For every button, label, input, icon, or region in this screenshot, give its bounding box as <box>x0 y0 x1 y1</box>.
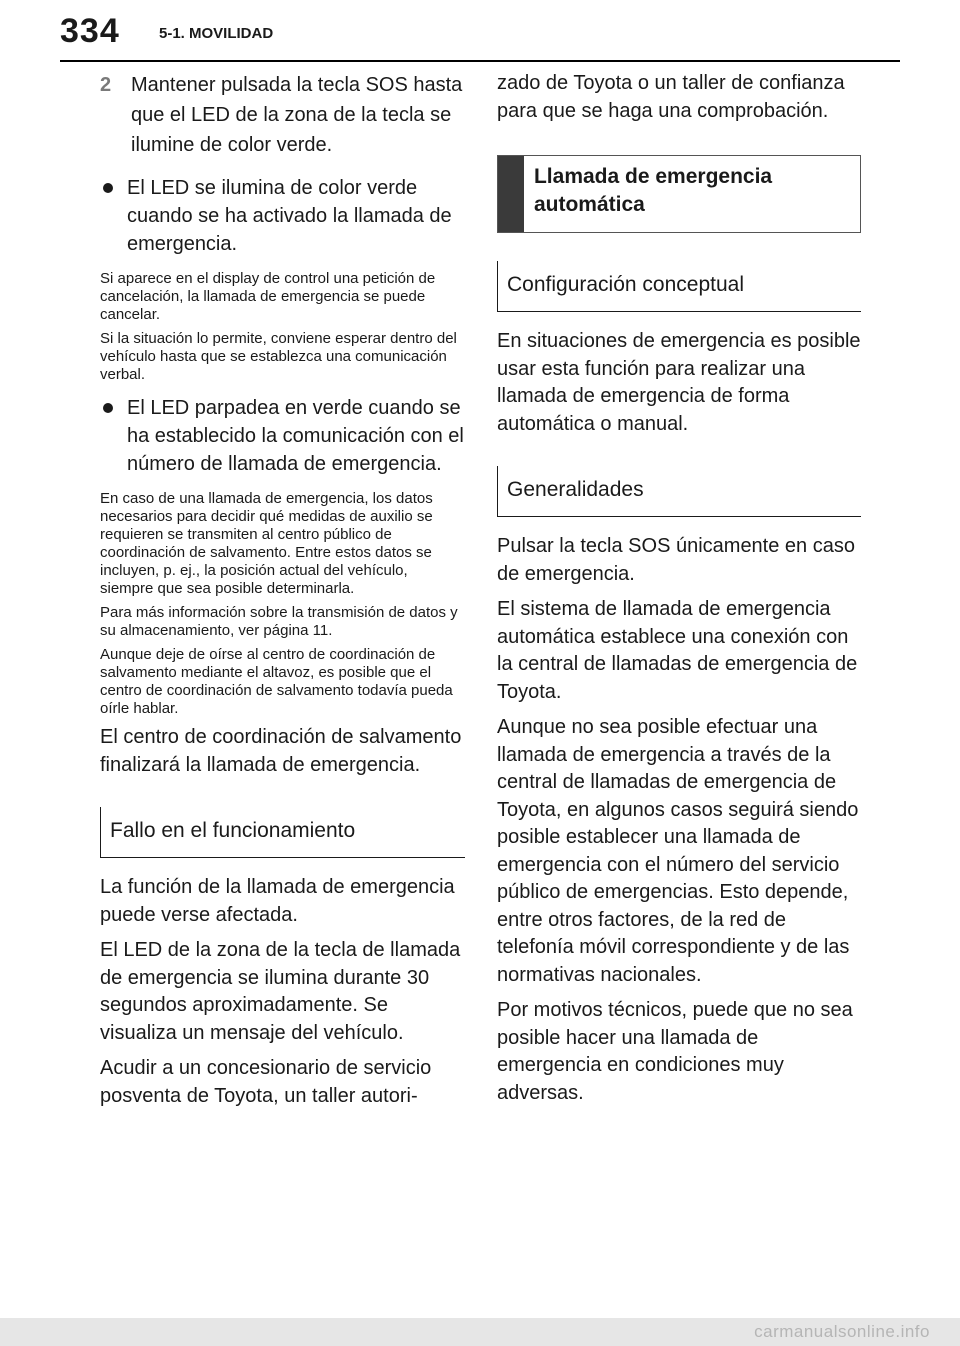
bullet-icon <box>103 183 113 193</box>
note-text: En caso de una llamada de emergencia, los datos necesarios para decidir qué medidas de auxilio se requieren se transmiten al centro público de coordinación de salvamento. Entre estos datos se incluyen, p. ej., la posición actual del vehículo, siempre que sea posible determinarla. <box>100 490 433 597</box>
body-paragraph: Pulsar la tecla SOS únicamente en caso de emergencia. <box>497 535 855 585</box>
bullet-item <box>100 394 465 478</box>
bullet-icon <box>103 403 113 413</box>
body-paragraph: La función de la llamada de emergencia puede verse afectada. <box>100 876 455 926</box>
body-paragraph: El LED de la zona de la tecla de llamada de emergencia se ilumina durante 30 segundos aproximadamente. Se visualiza un mensaje del vehículo. <box>100 939 461 1044</box>
step-text: Mantener pulsada la tecla SOS hasta que el LED de la zona de la tecla se ilumine de color verde. <box>131 74 463 156</box>
step-2 <box>100 70 465 160</box>
note-text: Para más información sobre la transmisión de datos y su almacenamiento, ver página 11. <box>100 604 458 639</box>
section-title: 5-1. MOVILIDAD <box>159 25 274 42</box>
main-heading: Llamada de emergencia automática <box>533 165 773 216</box>
watermark-bar <box>0 1318 960 1346</box>
note-text: Si la situación lo permite, conviene esperar dentro del vehículo hasta que se establezca una comunicación verbal. <box>100 330 457 383</box>
note-text: Aunque deje de oírse al centro de coordinación de salvamento mediante el altavoz, es posible que el centro de coordinación de salvamento todavía pueda oírle hablar. <box>100 646 453 717</box>
header-divider <box>60 60 900 62</box>
body-paragraph: El centro de coordinación de salvamento finalizará la llamada de emergencia. <box>100 726 462 776</box>
heading-generalidades: Generalidades <box>497 466 861 517</box>
heading-fallo: Fallo en el funcionamiento <box>100 807 465 858</box>
body-paragraph: Por motivos técnicos, puede que no sea posible hacer una llamada de emergencia en condiciones muy adversas. <box>497 999 853 1104</box>
left-column <box>100 70 465 1118</box>
body-paragraph: En situaciones de emergencia es posible usar esta función para realizar una llamada de emergencia de forma automática o manual. <box>497 330 861 435</box>
step-number: 2 <box>100 74 112 96</box>
body-paragraph: Acudir a un concesionario de servicio posventa de Toyota, un taller autori- <box>100 1057 432 1107</box>
bullet-text: El LED se ilumina de color verde cuando se ha activado la llamada de emergencia. <box>127 177 452 255</box>
right-column <box>497 70 861 1115</box>
body-paragraph: zado de Toyota o un taller de confianza para que se haga una comprobación. <box>497 72 845 122</box>
page-number: 334 <box>60 12 120 50</box>
heading-configuracion: Configuración conceptual <box>497 261 861 312</box>
main-heading-box <box>497 155 861 233</box>
bullet-text: El LED parpadea en verde cuando se ha establecido la comunicación con el número de llamada de emergencia. <box>127 397 464 475</box>
watermark-text: carmanualsonline.info <box>754 1322 930 1341</box>
heading-bar <box>498 156 524 232</box>
bullet-item <box>100 174 465 258</box>
body-paragraph: El sistema de llamada de emergencia automática establece una conexión con la central de llamadas de emergencia de Toyota. <box>497 598 858 703</box>
note-text: Si aparece en el display de control una petición de cancelación, la llamada de emergencia se puede cancelar. <box>100 270 436 323</box>
page-header <box>0 0 960 60</box>
body-paragraph: Aunque no sea posible efectuar una llamada de emergencia a través de la central de llamadas de emergencia de Toyota, en algunos casos seguirá siendo posible establecer una llamada de emergencia con el número del servicio público de emergencias. Esto depende, entre otros factores, de la red de telefonía móvil correspondiente y de las normativas nacionales. <box>497 716 859 986</box>
